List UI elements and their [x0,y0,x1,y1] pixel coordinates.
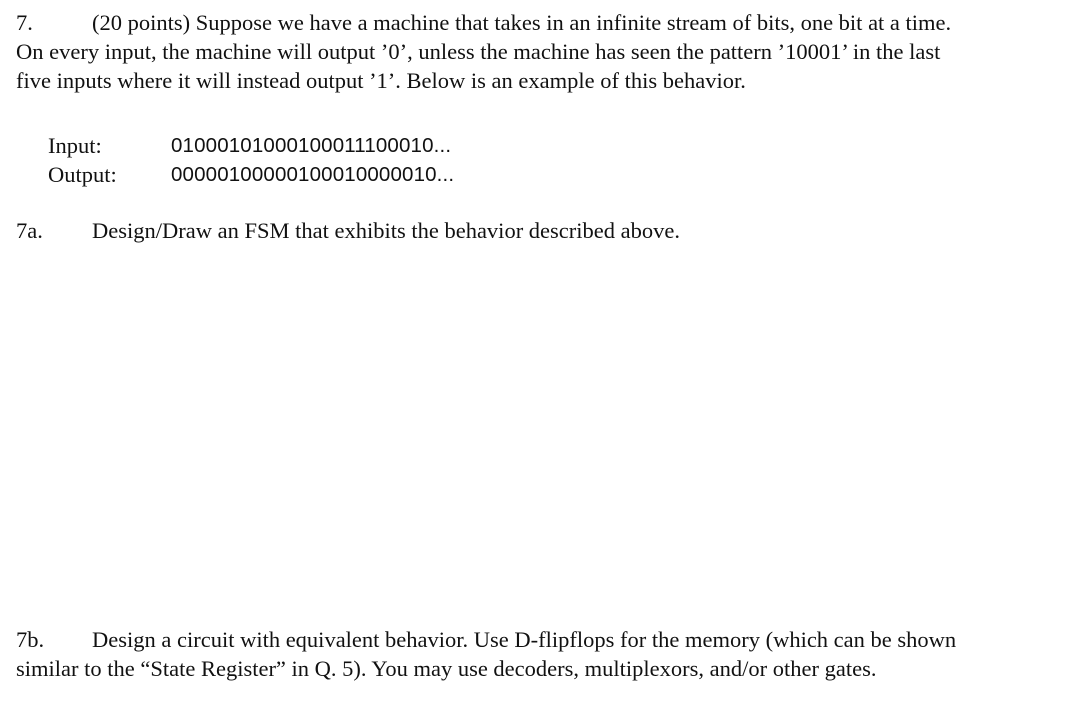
intro-line-1 [16,8,1086,37]
part-7b [16,625,1086,683]
output-label: Output: [48,162,117,187]
intro-line-3: five inputs where it will instead output ’1’. Below is an example of this behavior. [16,68,746,93]
part-7a [16,216,680,245]
intro-text-1: (20 points) Suppose we have a machine that takes in an infinite stream of bits, one bit at a time. [92,10,952,35]
part-b-line-2: similar to the “State Register” in Q. 5). You may use decoders, multiplexors, and/or other gates. [16,656,877,681]
question-number: 7. [16,10,33,35]
input-row [48,131,454,160]
part-a-text: Design/Draw an FSM that exhibits the behavior described above. [92,218,680,243]
output-value: 0000010000010001000001​0... [171,163,455,186]
input-value: 0100010100010001110001​0... [171,134,452,157]
output-row [48,160,454,189]
intro-line-2: On every input, the machine will output ’0’, unless the machine has seen the pattern ’10001’ in the last [16,39,941,64]
part-b-number: 7b. [16,627,45,652]
example-io-table [48,131,454,189]
part-a-number: 7a. [16,218,43,243]
question-7-intro [16,8,1086,95]
input-label: Input: [48,133,102,158]
part-b-text-1: Design a circuit with equivalent behavior. Use D-flipflops for the memory (which can be shown [92,627,957,652]
part-b-line-1 [16,625,1086,654]
